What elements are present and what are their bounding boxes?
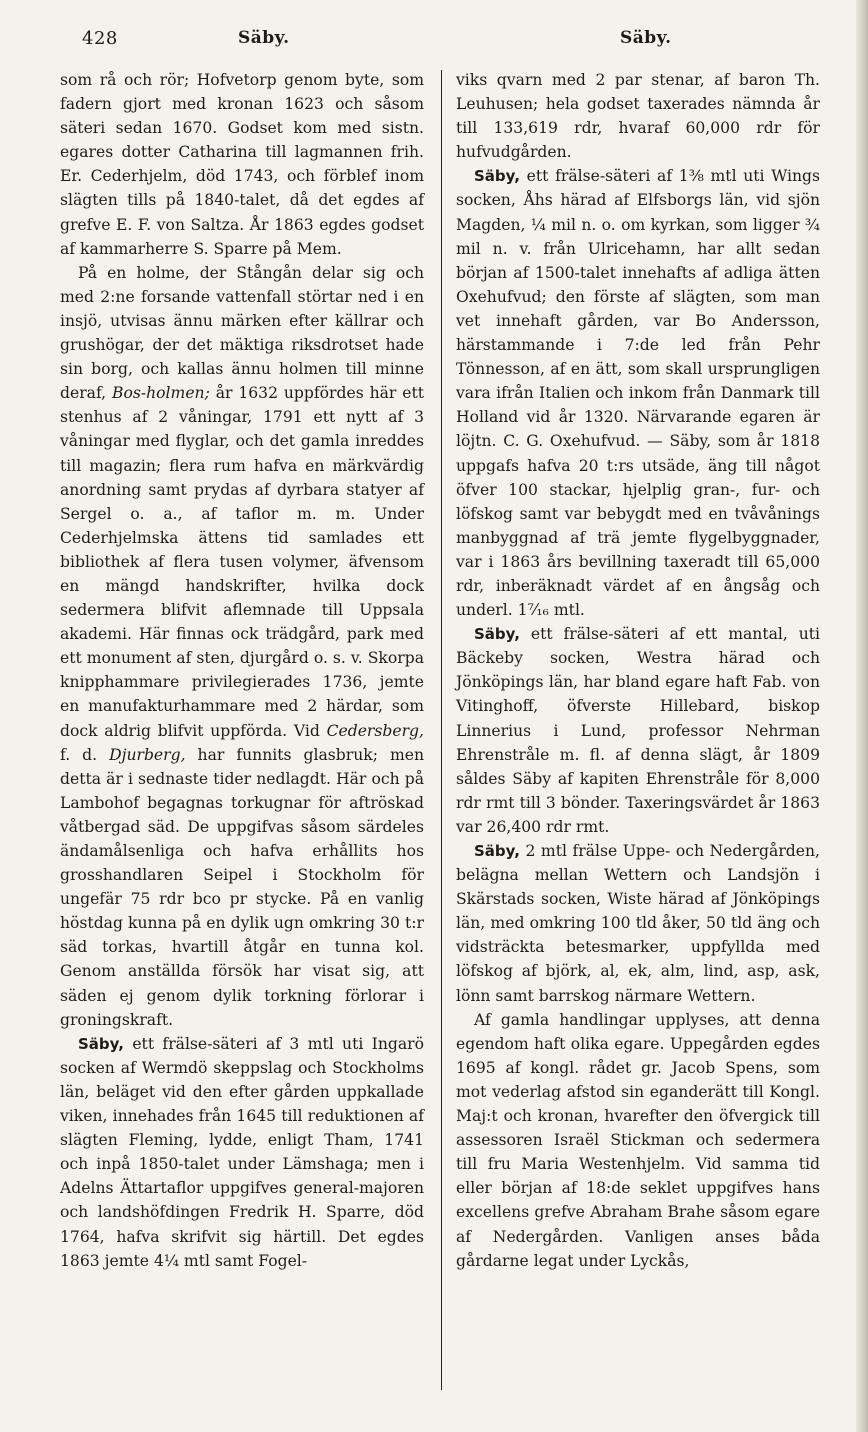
left-column — [60, 68, 424, 1273]
entry-heading: Säby, — [474, 625, 520, 644]
paragraph: Säby, ett frälse-säteri af ett mantal, uti Bäckeby socken, Westra härad och Jönköpings län, har bland egare haft Fab. von Vitinghoff, öfverste Hillebard, biskop Linnerius i Lund, professor Nehrman Ehrenstråle m. fl. af denna slägt, år 1809 såldes Säby af kapiten Ehrenstråle för 8,000 rdr rmt till 3 bönder. Taxeringsvärdet år 1863 var 26,400 rdr rmt. — [456, 625, 820, 836]
running-head-right: Säby. — [620, 28, 672, 48]
paragraph: På en holme, der Stångån delar sig och med 2:ne forsande vattenfall störtar ned i en insjö, utvisas ännu märken efter källrar och grushögar, der det mäktiga riksdrotset hade sin borg, och kallas ännu holmen till minne deraf, Bos-holmen; år 1632 uppfördes här ett stenhus af 2 våningar, 1791 ett nytt af 3 våningar med flyglar, och det gamla inreddes till magazin; flera rum hafva en märkvärdig anordning samt prydas af dyrbara statyer af Sergel o. a., af taflor m. m. Under Cederhjelmska ättens tid samlades ett bibliothek af flera tusen volymer, äfvensom en mängd handskrifter, hvilka dock sedermera blifvit aflemnade till Uppsala akademi. Här finnas ock trädgård, park med ett monument af sten, djurgård o. s. v. Skorpa knipphammare privilegierades 1736, jemte en manufakturhammare med 2 härdar, som dock aldrig blifvit uppförda. Vid Cedersberg, f. d. Djurberg, har funnits glasbruk; men detta är i sednaste tider nedlagdt. Här och på Lambohof begagnas torkugnar för aftröskad våtbergad säd. De uppgifvas såsom särdeles ändamålsenliga och hafva erhållits hos grosshandlaren Seipel i Stockholm för ungefär 75 rdr bco pr stycke. På en vanlig höstdag kunna på en dylik ugn omkring 30 t:r säd torkas, hvartill åtgår en tunna kol. Genom anställda försök har visat sig, att säden ej genom dylik torkning förlorar i groningskraft. — [60, 263, 424, 1029]
column-divider — [441, 70, 442, 1390]
page-number: 428 — [82, 28, 118, 49]
right-column — [456, 68, 820, 1273]
entry-heading: Säby, — [474, 167, 520, 186]
page-edge — [856, 0, 868, 1432]
paragraph: Af gamla handlingar upplyses, att denna egendom haft olika egare. Uppegården egdes 1695 af kongl. rådet gr. Jacob Spens, som mot vederlag afstod sin eganderätt till Kongl. Maj:t och kronan, hvarefter den öfvergick till assessoren Israël Stickman och sedermera till fru Maria Westenhjelm. Vid samma tid eller början af 18:de seklet uppgifves hans excellens grefve Abraham Brahe såsom egare af Nedergården. Vanligen anses båda gårdarne legat under Lyckås, — [456, 1010, 820, 1270]
paragraph: som rå och rör; Hofvetorp genom byte, som fadern gjort med kronan 1623 och såsom säteri sedan 1670. Godset kom med sistn. egares dotter Catharina till lagmannen frih. Er. Cederhjelm, död 1743, och förblef inom slägten tills på 1840-talet, då det egdes af grefve E. F. von Saltza. År 1863 egdes godset af kammarherre S. Sparre på Mem. — [60, 71, 424, 258]
paragraph: Säby, 2 mtl frälse Uppe- och Nedergården, belägna mellan Wettern och Landsjön i Skärstads socken, Wiste härad af Jönköpings län, med omkring 100 tld åker, 50 tld äng och vidsträckta betesmarker, uppfyllda med löfskog af björk, al, ek, alm, lind, asp, ask, lönn samt barrskog närmare Wettern. — [456, 842, 820, 1005]
entry-heading: Säby, — [474, 842, 520, 860]
paragraph: Säby, ett frälse-säteri af 1⅜ mtl uti Wings socken, Åhs härad af Elfsborgs län, vid sjön Magden, ¼ mil n. o. om kyrkan, som ligger ¾ mil n. v. från Ulricehamn, har allt sedan början af 1500-talet innehafts af adliga ätten Oxehufvud; den förste af slägten, som man vet innehaft gården, var Bo Andersson, härstammande i 7:de led från Pehr Tönnesson, af en ätt, som skall ursprungligen vara ifrån Italien och inkom från Danmark till Holland vid år 1320. Närvarande egaren är löjtn. C. G. Oxehufvud. — Säby, som år 1818 uppgafs hafva 20 t:rs utsäde, äng till något öfver 100 stackar, hjelplig gran-, fur- och löfskog samt var bebygdt med en tvåvånings manbyggnad af trä jemte flygelbyggnader, var i 1863 års bevillning taxeradt till 65,000 rdr, inberäknadt värdet af en ångsåg och underl. 1⁷⁄₁₆ mtl. — [456, 167, 820, 620]
running-head-left: Säby. — [238, 28, 290, 48]
paragraph: viks qvarn med 2 par stenar, af baron Th. Leuhusen; hela godset taxerades nämnda år till 133,619 rdr, hvaraf 60,000 rdr för hufvudgården. — [456, 71, 820, 162]
entry-heading: Säby, — [78, 1034, 124, 1053]
paragraph: Säby, ett frälse-säteri af 3 mtl uti Ingarö socken af Wermdö skeppslag och Stockholms län, beläget vid den efter gården uppkallade viken, innehades från 1645 till reduktionen af slägten Fleming, lydde, enligt Tham, 1741 och inpå 1850-talet under Lämshaga; men i Adelns Ättartaflor uppgifves general-majoren och landshöfdingen Fredrik H. Sparre, död 1764, hafva skrifvit sig härtill. Det egdes 1863 jemte 4¼ mtl samt Fogel- — [60, 1034, 424, 1270]
